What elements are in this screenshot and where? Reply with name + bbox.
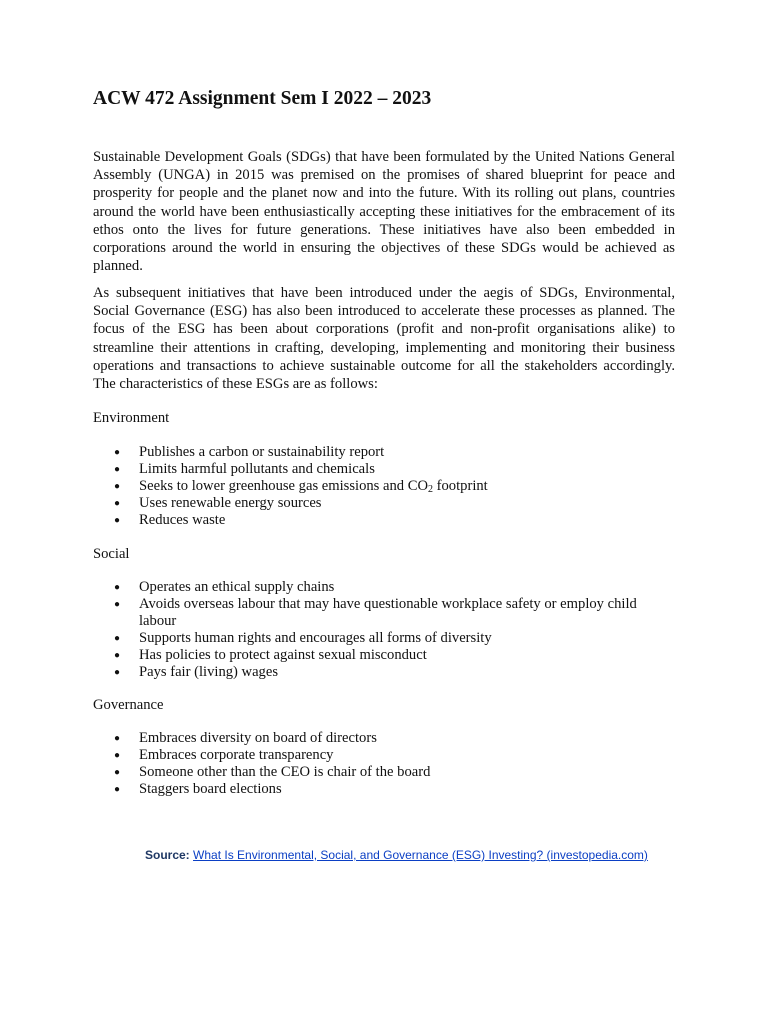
- governance-list: [93, 730, 675, 798]
- list-item: ● Has policies to protect against sexual misconduct: [114, 647, 427, 663]
- social-heading: Social: [93, 546, 130, 562]
- intro-paragraph: Sustainable Development Goals (SDGs) that have been formulated by the United Nations General Assembly (UNGA) in 2015 was premised on the promises of shared blueprint for peace and prosperity for people and the planet now and into the future. With its rolling out plans, countries around the world have been enthusiastically accepting these initiatives for the embracement of its ethos onto the lives for future generations. These initiatives have also been embedded in corporations around the world in ensuring the objectives of these SDGs would be achieved as planned.: [93, 149, 675, 275]
- list-item: ● Reduces waste: [114, 512, 226, 528]
- list-item: ● Embraces diversity on board of directors: [114, 730, 377, 746]
- bullet-icon: ●: [114, 650, 121, 661]
- source-citation: [145, 848, 648, 862]
- list-item: ● Embraces corporate transparency: [114, 747, 334, 763]
- bullet-icon: ●: [114, 784, 121, 795]
- source-link[interactable]: What Is Environmental, Social, and Governance (ESG) Investing? (investopedia.com): [193, 848, 648, 862]
- environment-list: [93, 444, 675, 529]
- bullet-icon: ●: [114, 582, 121, 593]
- bullet-icon: ●: [114, 464, 121, 475]
- bullet-icon: ●: [114, 599, 121, 610]
- bullet-icon: ●: [114, 733, 121, 744]
- social-list: [93, 579, 675, 681]
- list-item: ● Uses renewable energy sources: [114, 495, 322, 511]
- list-item: ● Pays fair (living) wages: [114, 664, 279, 680]
- source-label: Source:: [145, 848, 190, 862]
- list-item: ● Staggers board elections: [114, 781, 282, 797]
- co2-subscript: 2: [428, 484, 433, 495]
- list-item: ● Supports human rights and encourages all forms of diversity: [114, 630, 492, 646]
- bullet-icon: ●: [114, 633, 121, 644]
- bullet-icon: ●: [114, 481, 121, 492]
- bullet-icon: ●: [114, 767, 121, 778]
- bullet-icon: ●: [114, 667, 121, 678]
- environment-heading: Environment: [93, 410, 170, 426]
- bullet-icon: ●: [114, 498, 121, 509]
- bullet-icon: ●: [114, 447, 121, 458]
- governance-heading: Governance: [93, 697, 164, 713]
- list-item: ● Seeks to lower greenhouse gas emissions and $CO_2$ footprint: [114, 478, 488, 495]
- list-item: ● Limits harmful pollutants and chemicals: [114, 461, 375, 477]
- list-item: ● Publishes a carbon or sustainability report: [114, 444, 385, 460]
- list-item: ● Someone other than the CEO is chair of the board: [114, 764, 431, 780]
- document-title: ACW 472 Assignment Sem I 2022 – 2023: [93, 88, 432, 109]
- esg-paragraph: As subsequent initiatives that have been introduced under the aegis of SDGs, Environmental, Social Governance (ESG) has also been introduced to accelerate these processes as planned. The focus of the ESG has been about corporations (profit and non-profit organisations alike) to streamline their attentions in crafting, developing, implementing and monitoring their business operations and transactions to achieve sustainable outcome for all the stakeholders accordingly. The characteristics of these ESGs are as follows:: [93, 285, 675, 393]
- bullet-icon: ●: [114, 515, 121, 526]
- list-item: ● Operates an ethical supply chains: [114, 579, 335, 595]
- bullet-icon: ●: [114, 750, 121, 761]
- list-item: ● Avoids overseas labour that may have questionable workplace safety or employ child labour: [114, 596, 637, 629]
